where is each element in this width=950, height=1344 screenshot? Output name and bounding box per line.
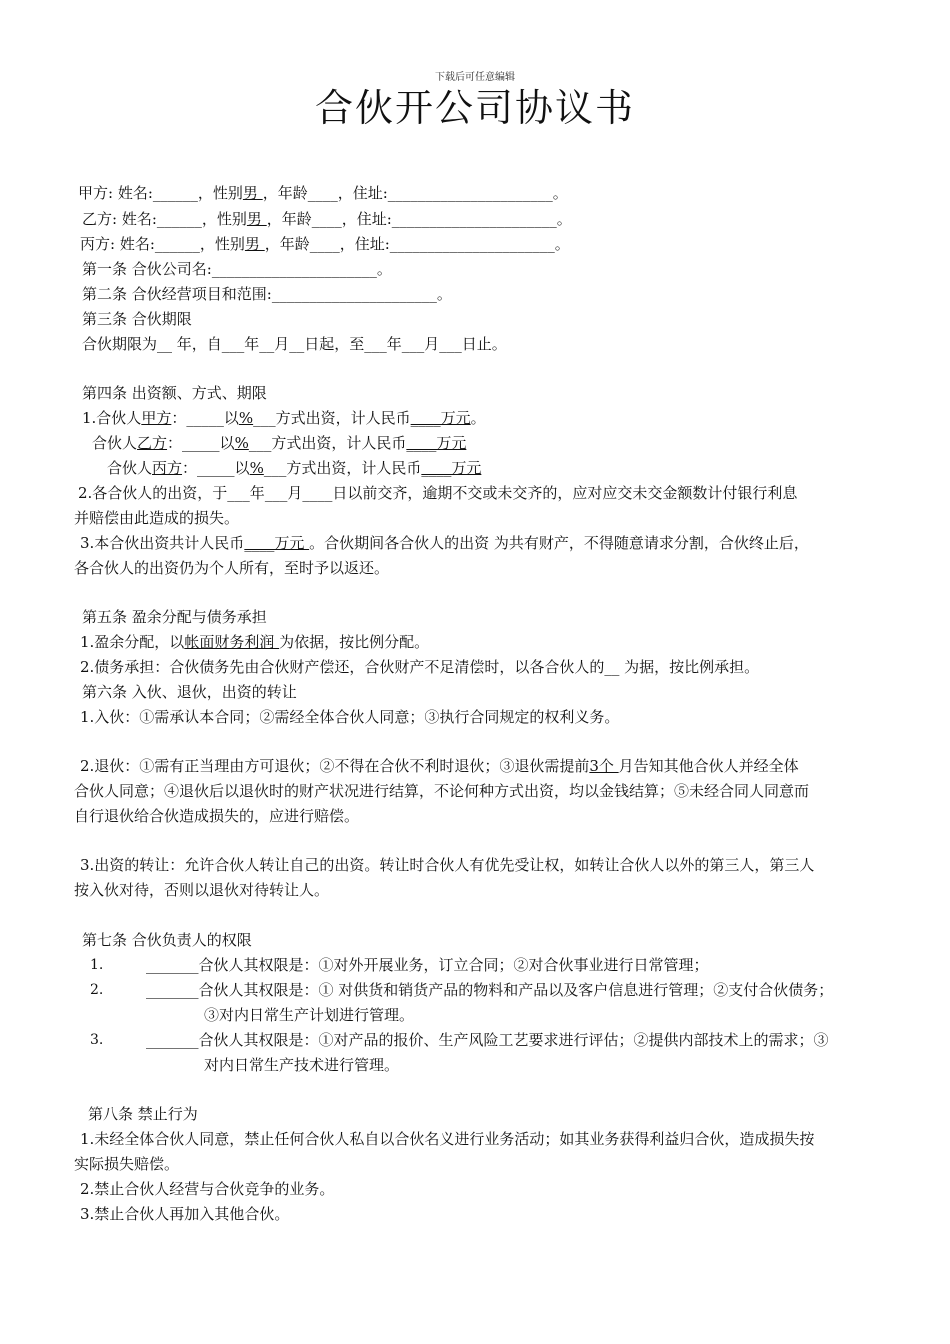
- article-4-p1: 1.合伙人甲方：_____以%___方式出资，计人民币____万元。: [82, 409, 486, 427]
- article-4-p3: 合伙人丙方：_____以%___方式出资，计人民币____万元: [107, 459, 482, 477]
- article-8-p1-cont: 实际损失赔偿。: [74, 1155, 180, 1173]
- article-5-p1: 1.盈余分配，以帐面财务利润 为依据，按比例分配。: [80, 633, 430, 651]
- article-7-item-1: _______合伙人其权限是：①对外开展业务，订立合同；②对合伙事业进行日常管理；: [146, 956, 709, 974]
- party-line-b: 乙方: 姓名:______，性别男 ，年龄____，住址:______________________。: [82, 210, 572, 228]
- article-5-title: 第五条 盈余分配与债务承担: [82, 608, 267, 626]
- article-5-p2: 2.债务承担：合伙债务先由合伙财产偿还，合伙财产不足清偿时，以各合伙人的__ 为据，按比例承担。: [80, 658, 760, 676]
- article-6-p3-cont: 按入伙对待，否则以退伙对待转让人。: [74, 881, 330, 899]
- article-2: 第二条 合伙经营项目和范围:______________________。: [82, 285, 452, 303]
- article-7-item-1-number: 1.: [90, 957, 104, 973]
- article-4-p2: 合伙人乙方：_____以%___方式出资，计人民币____万元: [92, 434, 467, 452]
- article-7-title: 第七条 合伙负责人的权限: [82, 931, 252, 949]
- article-7-item-2: _______合伙人其权限是：① 对供货和销货产品的物料和产品以及客户信息进行管理；②支付合伙债务；: [146, 981, 834, 999]
- article-8-title: 第八条 禁止行为: [88, 1105, 198, 1123]
- article-7-item-3-number: 3.: [90, 1032, 104, 1048]
- article-6-p1: 1.入伙：①需承认本合同；②需经全体合伙人同意；③执行合同规定的权利义务。: [80, 708, 620, 726]
- article-4-p4: 2.各合伙人的出资，于___年___月____日以前交齐，逾期不交或未交齐的，应对应交未交金额数计付银行利息: [78, 484, 798, 502]
- article-4-p5-cont: 各合伙人的出资仍为个人所有，至时予以返还。: [74, 559, 390, 577]
- article-6-p2: 2.退伙：①需有正当理由方可退伙；②不得在合伙不利时退伙；③退伙需提前3个 月告知其他合伙人并经全体: [80, 757, 799, 775]
- article-4-title: 第四条 出资额、方式、期限: [82, 384, 267, 402]
- article-7-item-2-number: 2.: [90, 982, 104, 998]
- article-8-p3: 3.禁止合伙人再加入其他合伙。: [80, 1205, 290, 1223]
- header-note: 下载后可任意编辑: [435, 72, 515, 83]
- party-line-a: 甲方: 姓名:______，性别男 ，年龄____，住址:______________________。: [78, 184, 568, 202]
- article-1: 第一条 合伙公司名:______________________。: [82, 260, 392, 278]
- article-7-item-3-cont: 对内日常生产技术进行管理。: [204, 1056, 400, 1074]
- article-3-title: 第三条 合伙期限: [82, 310, 192, 328]
- article-6-p3: 3.出资的转让：允许合伙人转让自己的出资。转让时合伙人有优先受让权，如转让合伙人以外的第三人，第三人: [80, 856, 815, 874]
- article-7-item-3: _______合伙人其权限是：①对产品的报价、生产风险工艺要求进行评估；②提供内部技术上的需求；③: [146, 1031, 829, 1049]
- article-8-p2: 2.禁止合伙人经营与合伙竞争的业务。: [80, 1180, 335, 1198]
- article-6-title: 第六条 入伙、退伙，出资的转让: [82, 683, 297, 701]
- article-6-p2-cont1: 合伙人同意；④退伙后以退伙时的财产状况进行结算，不论何种方式出资，均以金钱结算；⑤未经合同人同意而: [74, 782, 810, 800]
- article-3-body: 合伙期限为__ 年，自___年__月__日起，至___年___月___日止。: [82, 335, 507, 353]
- article-7-item-2-cont: ③对内日常生产计划进行管理。: [204, 1006, 415, 1024]
- party-line-c: 丙方: 姓名:______，性别男 ，年龄____，住址:______________________。: [80, 235, 570, 253]
- article-6-p2-cont2: 自行退伙给合伙造成损失的，应进行赔偿。: [74, 807, 360, 825]
- article-8-p1: 1.未经全体合伙人同意，禁止任何合伙人私自以合伙名义进行业务活动；如其业务获得利益归合伙，造成损失按: [80, 1130, 815, 1148]
- article-4-p4-cont: 并赔偿由此造成的损失。: [74, 509, 240, 527]
- document-title: 合伙开公司协议书: [314, 86, 635, 130]
- article-4-p5: 3.本合伙出资共计人民币____万元 。合伙期间各合伙人的出资 为共有财产，不得随意请求分割，合伙终止后，: [80, 534, 809, 552]
